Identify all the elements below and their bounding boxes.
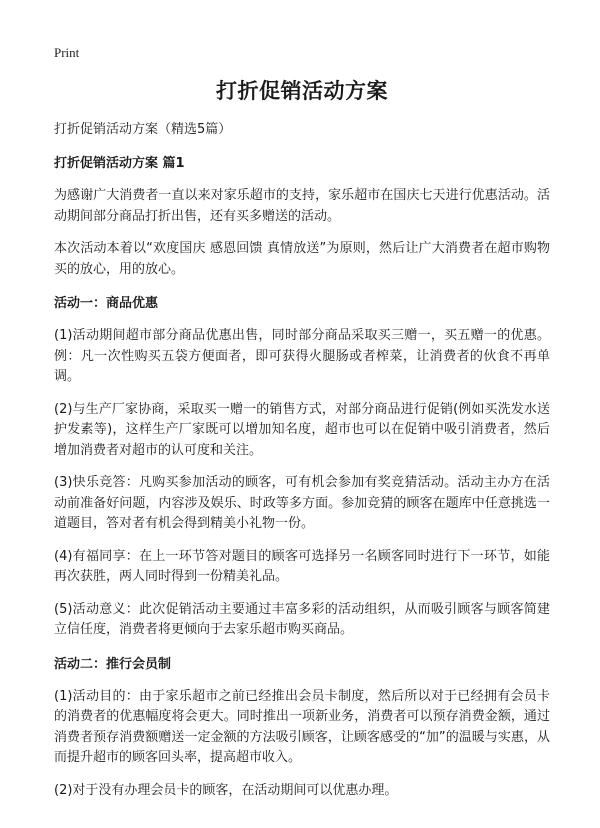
activity-one-item-5: (5)活动意义：此次促销活动主要通过丰富多彩的活动组织，从而吸引顾客与顾客简建立信任度，消费者将更倾向于去家乐超市购买商品。	[54, 601, 550, 637]
document-subtitle: 打折促销活动方案（精选5篇）	[54, 122, 232, 137]
part-heading: 打折促销活动方案 篇1	[54, 156, 185, 171]
activity-one-heading: 活动一：商品优惠	[54, 296, 159, 311]
intro-paragraph-2: 本次活动本着以“欢度国庆 感恩回馈 真情放送”为原则，然后让广大消费者在超市购物买的放心，用的放心。	[54, 241, 550, 277]
intro-paragraph-1: 为感谢广大消费者一直以来对家乐超市的支持，家乐超市在国庆七天进行优惠活动。活动期间部分商品打折出售，还有买多赠送的活动。	[54, 188, 550, 224]
activity-one-item-4: (4)有福同享：在上一环节答对题目的顾客可选择另一名顾客同时进行下一环节，如能再次获胜，两人同时得到一份精美礼品。	[54, 548, 550, 584]
activity-two-item-2: (2)对于没有办理会员卡的顾客，在活动期间可以优惠办理。	[54, 782, 398, 798]
activity-one-item-2: (2)与生产厂家协商，采取买一赠一的销售方式，对部分商品进行促销(例如买洗发水送护发素等)，这样生产厂家既可以增加知名度，超市也可以在促销中吸引消费者，然后增加消费者对超市的认可度和关注。	[54, 401, 550, 458]
document-title: 打折促销活动方案	[216, 79, 388, 103]
print-label[interactable]: Print	[54, 45, 80, 60]
activity-two-item-1: (1)活动目的：由于家乐超市之前已经推出会员卡制度，然后所以对于已经拥有会员卡的消费者的优惠幅度将会更大。同时推出一项新业务，消费者可以预存消费金额，通过消费者预存消费额赠送一定金额的方法吸引顾客，让顾客感受的“加”的温暖与实惠，从而提升超市的顾客回头率，提高超市收入。	[54, 688, 550, 765]
activity-two-heading: 活动二：推行会员制	[54, 656, 172, 672]
activity-one-item-1: (1)活动期间超市部分商品优惠出售，同时部分商品采取买三赠一，买五赠一的优惠。例：凡一次性购买五袋方便面者，即可获得火腿肠或者榨菜，让消费者的伙食不再单调。	[54, 328, 550, 384]
activity-one-item-3: (3)快乐竞答：凡购买参加活动的顾客，可有机会参加有奖竞猜活动。活动主办方在活动前准备好问题，内容涉及娱乐、时政等多方面。参加竞猜的顾客在题库中任意挑选一道题目，答对者有机会得到精美小礼物一份。	[54, 475, 550, 531]
